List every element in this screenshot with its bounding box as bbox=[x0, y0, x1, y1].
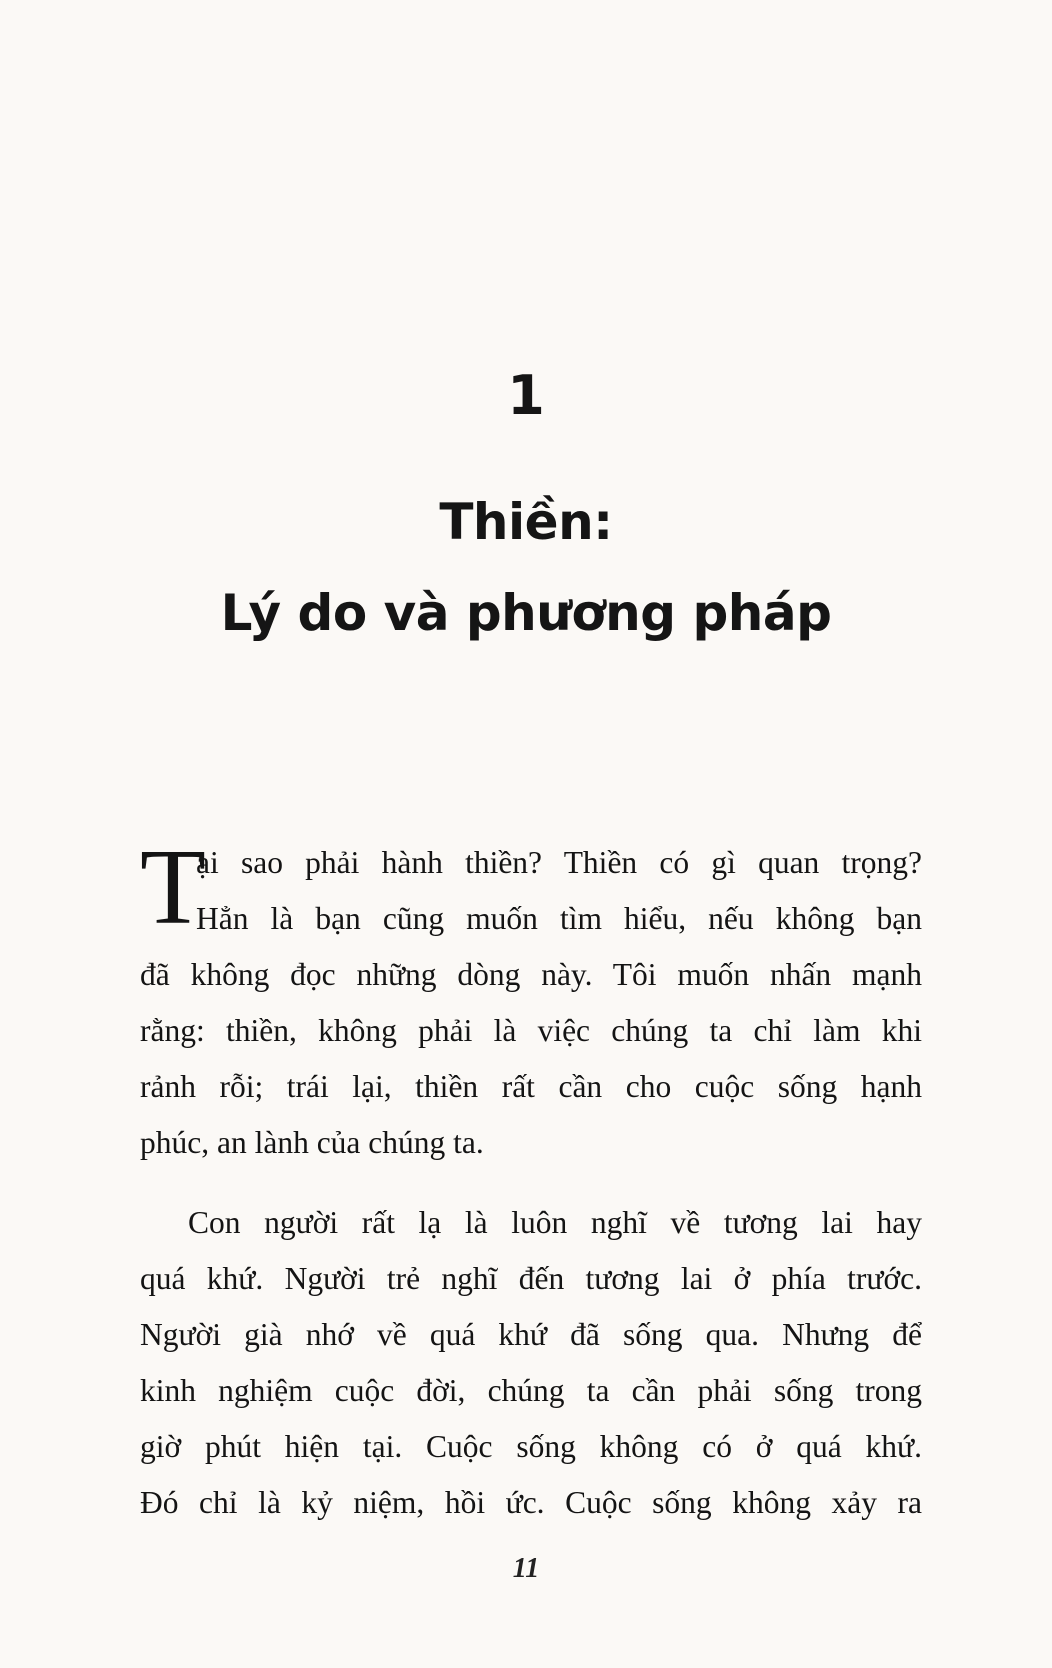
paragraph-2 bbox=[140, 1195, 922, 1531]
paragraph-line: Con người rất lạ là luôn nghĩ về tương lai hay bbox=[188, 1205, 922, 1240]
paragraph-line: Hẳn là bạn cũng muốn tìm hiểu, nếu không bạn bbox=[196, 901, 922, 936]
paragraph-line: rảnh rỗi; trái lại, thiền rất cần cho cuộc sống hạnh bbox=[140, 1069, 922, 1104]
paragraph-line: Người già nhớ về quá khứ đã sống qua. Nhưng để bbox=[140, 1317, 922, 1352]
paragraph-line: ại sao phải hành thiền? Thiền có gì quan trọng? bbox=[196, 845, 922, 880]
paragraph-line: phúc, an lành của chúng ta. bbox=[140, 1125, 484, 1160]
chapter-number: 1 bbox=[507, 364, 545, 427]
paragraph-line: đã không đọc những dòng này. Tôi muốn nhấn mạnh bbox=[140, 957, 922, 992]
drop-cap: T bbox=[140, 828, 206, 947]
chapter-title-line-1: Thiền: bbox=[439, 493, 613, 551]
paragraph-line: kinh nghiệm cuộc đời, chúng ta cần phải sống trong bbox=[140, 1373, 922, 1408]
chapter-title-line-2: Lý do và phương pháp bbox=[220, 584, 832, 642]
paragraph-line: Đó chỉ là kỷ niệm, hồi ức. Cuộc sống không xảy ra bbox=[140, 1485, 922, 1520]
paragraph-1 bbox=[140, 828, 922, 1171]
paragraph-line: rằng: thiền, không phải là việc chúng ta chỉ làm khi bbox=[140, 1013, 922, 1048]
page-number: 11 bbox=[512, 1553, 540, 1584]
paragraph-line: giờ phút hiện tại. Cuộc sống không có ở quá khứ. bbox=[140, 1429, 922, 1464]
paragraph-line: quá khứ. Người trẻ nghĩ đến tương lai ở phía trước. bbox=[140, 1261, 922, 1296]
